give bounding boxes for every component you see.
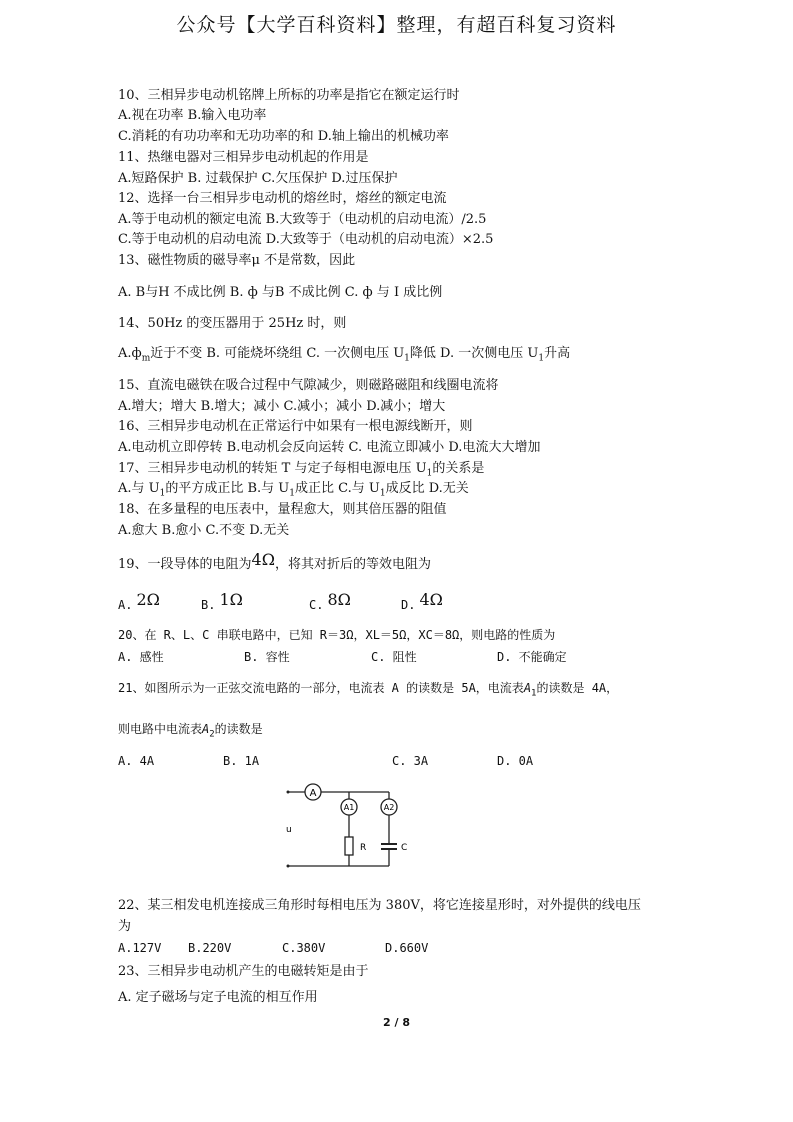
q17-a-sub: 1	[159, 488, 166, 499]
q21-option-d: D. 0A	[497, 754, 534, 768]
question-10-stem: 10、三相异步电动机铭牌上所标的功率是指它在额定运行时	[118, 88, 460, 103]
question-10-options-ab: A.视在功率 B.输入电功率	[118, 108, 267, 123]
q22-option-b: B.220V	[188, 941, 232, 955]
question-15-stem: 15、直流电磁铁在吸合过程中气隙减少，则磁路磁阻和线圈电流将	[118, 378, 499, 393]
question-23-stem: 23、三相异步电动机产生的电磁转矩是由于	[118, 964, 369, 979]
q20-option-c: C. 阻性	[371, 650, 417, 664]
ammeter-a-label: A	[309, 788, 317, 799]
terminal-top	[287, 791, 290, 794]
q14-a-prefix: A.ф	[118, 346, 142, 361]
question-23-option-a: A. 定子磁场与定子电流的相互作用	[118, 990, 318, 1005]
q19-option-b	[201, 590, 243, 614]
q21-line2-ammeter: A	[202, 722, 210, 736]
q17-a-pre: A.与 U	[118, 481, 160, 496]
question-11-options: A.短路保护 B. 过载保护 C.欠压保护 D.过压保护	[118, 171, 398, 186]
q17-stem-sub: 1	[426, 468, 433, 479]
question-20-stem: 20、在 R、L、C 串联电路中，已知 R＝3Ω，XL＝5Ω，XC＝8Ω，则电路的性质为	[118, 628, 556, 642]
question-16-stem: 16、三相异步电动机在正常运行中如果有一根电源线断开，则	[118, 419, 473, 434]
question-16-options: A.电动机立即停转 B.电动机会反向运转 C. 电流立即减小 D.电流大大增加	[118, 440, 541, 455]
q20-option-b: B. 容性	[244, 650, 290, 664]
question-19-stem	[118, 550, 432, 573]
q19-stem-pre: 19、一段导体的电阻为	[118, 557, 252, 572]
q17-c-post: 成反比 D.无关	[385, 481, 469, 496]
voltage-u-label: u	[286, 825, 292, 835]
q21-line2-sub: 2	[209, 729, 215, 740]
q14-a-sub: m	[141, 353, 151, 364]
page-header: 公众号【大学百科资料】整理，有超百科复习资料	[176, 14, 617, 36]
q21-line2-pre: 则电路中电流表	[118, 722, 203, 736]
question-11-stem: 11、热继电器对三相异步电动机起的作用是	[118, 150, 369, 165]
question-12-options-cd: C.等于电动机的启动电流 D.大致等于（电动机的启动电流）×2.5	[118, 232, 494, 247]
q21-stem-ammeter: A	[523, 681, 532, 695]
q19-option-d-label: D.	[401, 598, 416, 612]
question-21-stem	[118, 680, 618, 701]
question-22-stem-line2: 为	[118, 919, 132, 934]
ammeter-a2-label: A2	[383, 803, 395, 812]
q19-stem-post: ，将其对折后的等效电阻为	[275, 557, 432, 572]
q19-option-a-value: 2Ω	[136, 590, 160, 609]
question-13-options: A. B与H 不成比例 B. ф 与B 不成比例 C. ф 与 I 成比例	[118, 285, 443, 300]
question-14-options	[118, 346, 570, 367]
question-18-options: A.愈大 B.愈小 C.不变 D.无关	[118, 523, 290, 538]
resistor-r	[345, 837, 353, 855]
q17-a-post: 的平方成正比 B.与 U	[165, 481, 290, 496]
q21-stem-sub: 1	[531, 688, 537, 699]
q21-option-b: B. 1A	[223, 754, 260, 768]
q19-option-b-value: 1Ω	[219, 590, 243, 609]
question-18-stem: 18、在多量程的电压表中，量程愈大，则其倍压器的阻值	[118, 502, 447, 517]
q19-option-a-label: A.	[118, 598, 133, 612]
q21-option-c: C. 3A	[392, 754, 429, 768]
q21-line2-post: 的读数是	[214, 722, 263, 736]
question-13-stem: 13、磁性物质的磁导率μ 不是常数，因此	[118, 253, 356, 268]
page-number: 2 / 8	[383, 1016, 410, 1029]
q19-option-a	[118, 590, 160, 614]
q17-stem-pre: 17、三相异步电动机的转矩 T 与定子每相电源电压 U	[118, 461, 427, 476]
q20-option-a: A. 感性	[118, 650, 164, 664]
question-17-stem	[118, 461, 484, 482]
q17-b-sub: 1	[289, 488, 295, 499]
q14-a-post: 近于不变 B. 可能烧坏绕组 C. 一次侧电压 U	[150, 346, 405, 361]
resistor-r-label: R	[360, 843, 367, 853]
q20-option-d: D. 不能确定	[497, 650, 567, 664]
circuit-diagram	[280, 780, 420, 880]
q22-option-d: D.660V	[385, 941, 429, 955]
q19-option-c-value: 8Ω	[327, 590, 351, 609]
q19-option-c-label: C.	[309, 598, 324, 612]
q19-option-c	[309, 590, 351, 614]
question-17-options	[118, 481, 469, 502]
q14-u-sub-1: 1	[404, 353, 410, 364]
question-22-stem: 22、某三相发电机连接成三角形时每相电压为 380V，将它连接星形时，对外提供的线电压	[118, 898, 641, 913]
q19-stem-value: 4Ω	[251, 550, 275, 569]
q21-stem-pre: 21、如图所示为一正弦交流电路的一部分，电流表 A 的读数是 5A，电流表	[118, 681, 524, 695]
q14-c-post: 降低 D. 一次侧电压 U	[409, 346, 539, 361]
q14-d-post: 升高	[544, 346, 571, 361]
q22-option-c: C.380V	[282, 941, 326, 955]
q19-option-d	[401, 590, 443, 614]
question-21-stem-line2	[118, 721, 263, 742]
question-15-options: A.增大；增大 B.增大；减小 C.减小；减小 D.减小；增大	[118, 399, 446, 414]
q19-option-b-label: B.	[201, 598, 216, 612]
capacitor-c-label: C	[401, 843, 408, 853]
q14-u-sub-2: 1	[538, 353, 545, 364]
ammeter-a1-label: A1	[343, 803, 355, 812]
question-12-stem: 12、选择一台三相异步电动机的熔丝时，熔丝的额定电流	[118, 191, 447, 206]
q17-stem-post: 的关系是	[432, 461, 485, 476]
q19-option-d-value: 4Ω	[419, 590, 443, 609]
question-14-stem: 14、50Hz 的变压器用于 25Hz 时，则	[118, 316, 347, 331]
question-10-options-cd: C.消耗的有功功率和无功功率的和 D.轴上输出的机械功率	[118, 129, 449, 144]
q17-b-post: 成正比 C.与 U	[295, 481, 380, 496]
question-12-options-ab: A.等于电动机的额定电流 B.大致等于（电动机的启动电流）/2.5	[118, 212, 487, 227]
q22-option-a: A.127V	[118, 941, 162, 955]
q17-c-sub: 1	[379, 488, 386, 499]
terminal-bottom	[287, 865, 290, 868]
q21-option-a: A. 4A	[118, 754, 155, 768]
q21-stem-post: 的读数是 4A，	[536, 681, 619, 695]
